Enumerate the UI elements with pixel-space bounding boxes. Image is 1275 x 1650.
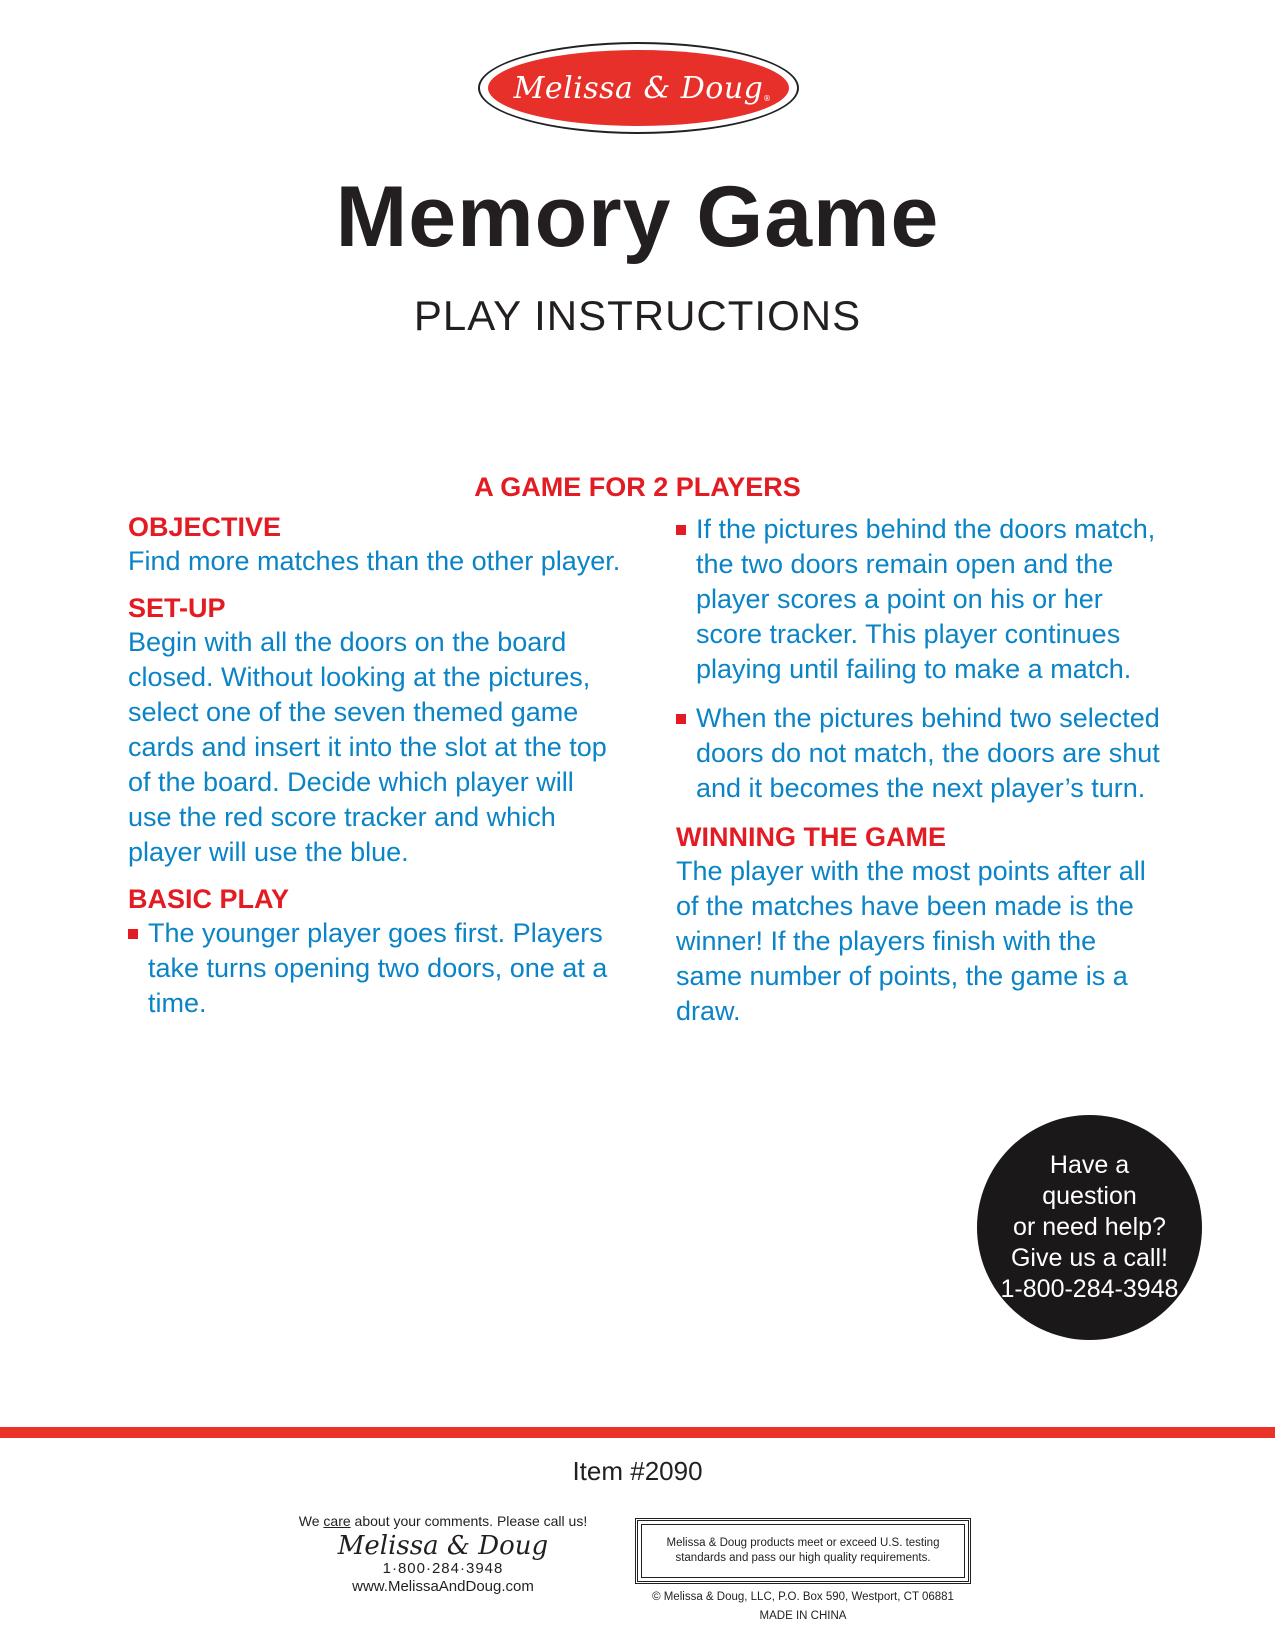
bullet-item (128, 916, 648, 1021)
quality-statement-box (635, 1518, 971, 1584)
red-square-bullet-icon (676, 525, 686, 535)
bullet-item (676, 701, 1176, 806)
objective-heading: OBJECTIVE (128, 512, 282, 542)
help-call-badge (977, 1115, 1202, 1340)
page-subtitle: PLAY INSTRUCTIONS (413, 292, 862, 339)
setup-heading: SET-UP (128, 593, 226, 623)
copyright: © Melissa & Doug, LLC, P.O. Box 590, Westport, CT 06881 (652, 1591, 954, 1603)
help-line: or need help? (1013, 1213, 1166, 1241)
footer-logo: Melissa & Doug (337, 1531, 549, 1561)
red-square-bullet-icon (128, 929, 138, 939)
setup-section (128, 591, 658, 870)
left-column (128, 510, 658, 1033)
winning-body: The player with the most points after all of the matches have been made is the winner! If the players finish with the same number of points, the game is a draw. (676, 856, 1146, 1026)
help-line: question (1042, 1182, 1137, 1210)
quality-statement-inner (641, 1524, 965, 1578)
quality-line: Melissa & Doug products meet or exceed U.S. testing (666, 1537, 940, 1549)
care-message (290, 1512, 596, 1530)
objective-section (128, 510, 658, 579)
help-line: Have a (1049, 1151, 1130, 1179)
registered-mark: ® (763, 94, 771, 103)
item-number: Item #2090 (572, 1456, 703, 1486)
care-word: care (323, 1513, 351, 1529)
care-prefix: We (298, 1513, 324, 1529)
quality-line: standards and pass our high quality requirements. (675, 1552, 931, 1564)
bullet-text: The younger player goes first. Players take turns opening two doors, one at a time. (148, 918, 608, 1018)
made-in: MADE IN CHINA (759, 1610, 847, 1622)
care-suffix: about your comments. Please call us! (350, 1513, 588, 1529)
logo-red-oval (488, 50, 789, 126)
logo-text: Melissa & Doug (513, 70, 764, 106)
winning-heading: WINNING THE GAME (676, 822, 946, 852)
brand-logo (478, 42, 799, 134)
bullet-text: When the pictures behind two selected doors do not match, the doors are shut and it becomes the next player’s turn. (696, 703, 1160, 803)
bullet-item (676, 512, 1156, 687)
help-phone: 1-800-284-3948 (1000, 1275, 1179, 1303)
setup-body: Begin with all the doors on the board closed. Without looking at the pictures, select one of the seven themed game cards and insert it into the slot at the top of the board. Decide which player will use the red score tracker and which player will use the blue. (128, 627, 607, 867)
basic-play-heading: BASIC PLAY (128, 884, 290, 914)
footer-phone: 1·800·284·3948 (382, 1560, 504, 1577)
bullet-text: If the pictures behind the doors match, the two doors remain open and the player scores a point on his or her score tracker. This player continues playing until failing to make a match. (696, 514, 1156, 684)
winning-section (676, 820, 1176, 1029)
footer-website: www.MelissaAndDoug.com (352, 1578, 534, 1595)
help-line: Give us a call! (1010, 1244, 1168, 1272)
objective-body: Find more matches than the other player. (128, 546, 621, 576)
contact-block (290, 1512, 596, 1596)
page-title: Memory Game (335, 169, 940, 265)
basic-play-section (128, 882, 658, 1021)
red-divider (0, 1427, 1275, 1438)
right-column (676, 512, 1176, 1041)
red-square-bullet-icon (676, 714, 686, 724)
players-heading: A GAME FOR 2 PLAYERS (474, 472, 801, 502)
